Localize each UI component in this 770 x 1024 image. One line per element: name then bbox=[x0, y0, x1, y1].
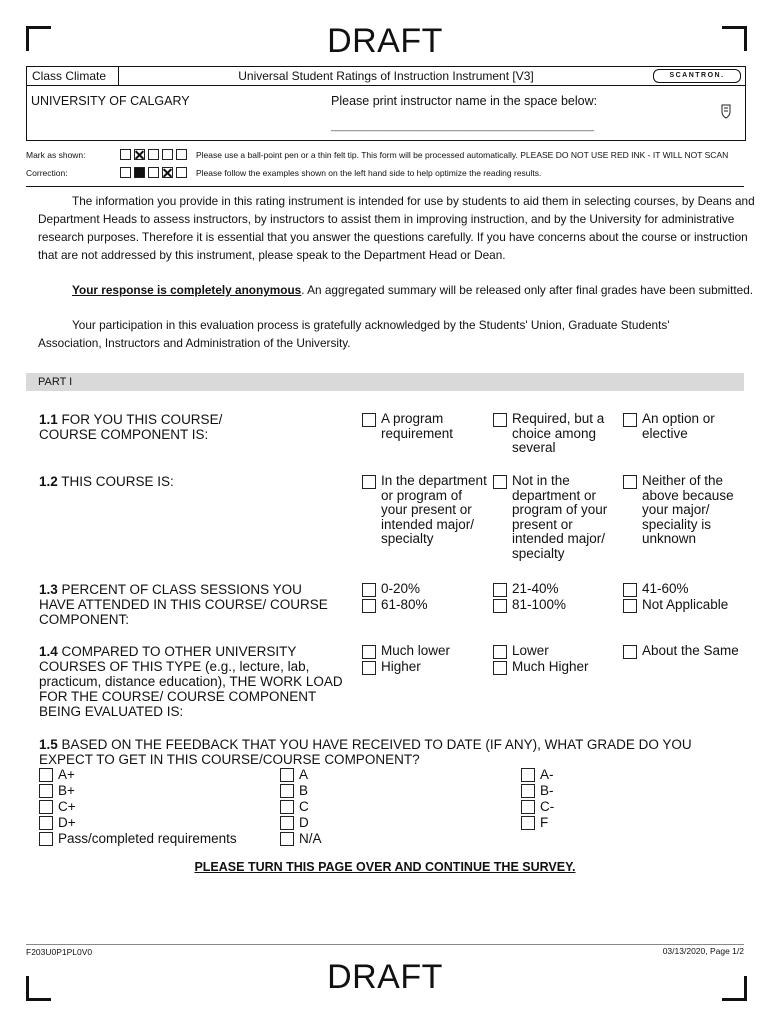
form-code: F203U0P1PL0V0 bbox=[26, 947, 93, 957]
option-label: C- bbox=[540, 799, 555, 814]
option-label: Required, but a choice among several bbox=[512, 411, 605, 455]
q1-4-option-about-same[interactable] bbox=[623, 644, 739, 659]
option-label: C+ bbox=[58, 799, 76, 814]
checkbox[interactable] bbox=[623, 475, 637, 489]
q1-4-option-much-lower[interactable] bbox=[362, 644, 450, 659]
university-name: UNIVERSITY OF CALGARY bbox=[31, 94, 190, 108]
question-text: FOR YOU THIS COURSE/ COURSE COMPONENT IS: bbox=[39, 412, 223, 442]
option-label: Much Higher bbox=[512, 659, 589, 674]
example-empty-box-icon bbox=[176, 167, 187, 178]
anonymity-emphasis: Your response is completely anonymous bbox=[72, 283, 302, 297]
example-filled-box-icon bbox=[134, 167, 145, 178]
checkbox[interactable] bbox=[39, 800, 53, 814]
option-label: A- bbox=[540, 767, 554, 782]
q1-4-option-higher[interactable] bbox=[362, 660, 421, 675]
q1-4-option-lower[interactable] bbox=[493, 644, 549, 659]
grade-option-pass[interactable] bbox=[39, 831, 237, 847]
mark-as-shown-label: Mark as shown: bbox=[26, 150, 86, 160]
q1-4-option-much-higher[interactable] bbox=[493, 660, 589, 675]
option-label: B- bbox=[540, 783, 554, 798]
option-label: 0-20% bbox=[381, 581, 421, 596]
checkbox[interactable] bbox=[39, 784, 53, 798]
q1-3-option-21-40[interactable] bbox=[493, 582, 559, 597]
option-label: A program requirement bbox=[381, 411, 454, 441]
grade-option-na[interactable] bbox=[280, 831, 322, 847]
turn-page-notice: PLEASE TURN THIS PAGE OVER AND CONTINUE THE SURVEY. bbox=[194, 860, 576, 874]
acknowledgement-text: Your participation in this evaluation process is gratefully acknowledged by the Students' Union, Graduate Students' Association, Instructors and Administration of the University. bbox=[38, 318, 670, 350]
crest-icon bbox=[719, 104, 733, 120]
question-1-3 bbox=[39, 582, 329, 627]
example-crossed-box-icon bbox=[162, 167, 173, 178]
correction-label: Correction: bbox=[26, 168, 68, 178]
q1-1-option-1[interactable] bbox=[362, 412, 487, 441]
grade-option-a-plus[interactable] bbox=[39, 767, 75, 783]
question-text: COMPARED TO OTHER UNIVERSITY COURSES OF THIS TYPE (e.g., lecture, lab, practicum, distance education), THE WORK LOAD FOR THE COURSE/ COURSE COMPONENT BEING EVALUATED IS: bbox=[39, 644, 343, 719]
checkbox[interactable] bbox=[493, 661, 507, 675]
correction-note: Please follow the examples shown on the left hand side to help optimize the reading results. bbox=[196, 168, 542, 178]
grade-option-b-plus[interactable] bbox=[39, 783, 75, 799]
checkbox[interactable] bbox=[280, 832, 294, 846]
checkbox[interactable] bbox=[623, 583, 637, 597]
option-label: About the Same bbox=[642, 643, 739, 658]
checkbox[interactable] bbox=[623, 413, 637, 427]
mark-example-boxes bbox=[120, 149, 187, 160]
option-label: 81-100% bbox=[512, 597, 567, 612]
checkbox[interactable] bbox=[280, 784, 294, 798]
grade-option-d-plus[interactable] bbox=[39, 815, 76, 831]
scantron-logo: SCANTRON. bbox=[653, 69, 741, 83]
option-label: Neither of the above because your major/ speciality is unknown bbox=[642, 473, 734, 546]
checkbox[interactable] bbox=[362, 645, 376, 659]
grade-option-c-minus[interactable] bbox=[521, 799, 554, 815]
checkbox[interactable] bbox=[280, 800, 294, 814]
grade-option-d[interactable] bbox=[280, 815, 309, 831]
checkbox[interactable] bbox=[362, 413, 376, 427]
q1-2-option-1[interactable] bbox=[362, 474, 487, 547]
question-number: 1.1 bbox=[39, 412, 58, 427]
checkbox[interactable] bbox=[39, 832, 53, 846]
acknowledgement-paragraph bbox=[38, 316, 688, 352]
example-crossed-box-icon bbox=[134, 149, 145, 160]
instructor-name-line[interactable]: ___________________________________________ bbox=[331, 120, 595, 132]
checkbox[interactable] bbox=[493, 645, 507, 659]
form-title: Universal Student Ratings of Instruction Instrument [V3] bbox=[238, 69, 534, 83]
example-empty-box-icon bbox=[176, 149, 187, 160]
checkbox[interactable] bbox=[362, 661, 376, 675]
instructor-prompt: Please print instructor name in the space below: bbox=[331, 94, 598, 108]
example-empty-box-icon bbox=[162, 149, 173, 160]
example-empty-box-icon bbox=[120, 167, 131, 178]
q1-1-option-2[interactable] bbox=[493, 412, 618, 456]
checkbox[interactable] bbox=[362, 599, 376, 613]
option-label: 41-60% bbox=[642, 581, 689, 596]
draft-watermark-bottom: DRAFT bbox=[327, 958, 443, 996]
question-1-1 bbox=[39, 412, 259, 442]
example-empty-box-icon bbox=[148, 167, 159, 178]
question-text: THIS COURSE IS: bbox=[61, 474, 174, 489]
option-label: A+ bbox=[58, 767, 75, 782]
option-label: Pass/completed requirements bbox=[58, 831, 237, 846]
question-number: 1.5 bbox=[39, 737, 58, 752]
q1-3-option-not-applicable[interactable] bbox=[623, 598, 728, 613]
q1-3-option-81-100[interactable] bbox=[493, 598, 566, 613]
question-text: BASED ON THE FEEDBACK THAT YOU HAVE RECEIVED TO DATE (IF ANY), WHAT GRADE DO YOU EXPECT TO GET IN THIS COURSE/COURSE COMPONENT? bbox=[39, 737, 692, 767]
option-label: F bbox=[540, 815, 549, 830]
q1-2-option-3[interactable] bbox=[623, 474, 748, 547]
question-number: 1.2 bbox=[39, 474, 58, 489]
class-climate-label: Class Climate bbox=[27, 67, 119, 85]
checkbox[interactable] bbox=[362, 475, 376, 489]
grade-option-a-minus[interactable] bbox=[521, 767, 554, 783]
question-1-2 bbox=[39, 474, 339, 489]
option-label: Higher bbox=[381, 659, 421, 674]
option-label: An option or elective bbox=[642, 411, 715, 441]
grade-option-c-plus[interactable] bbox=[39, 799, 76, 815]
draft-watermark-top: DRAFT bbox=[327, 22, 443, 60]
q1-3-option-41-60[interactable] bbox=[623, 582, 689, 597]
question-number: 1.4 bbox=[39, 644, 58, 659]
checkbox[interactable] bbox=[362, 583, 376, 597]
grade-option-a[interactable] bbox=[280, 767, 308, 783]
checkbox[interactable] bbox=[623, 599, 637, 613]
footer-divider bbox=[26, 944, 744, 945]
grade-option-b[interactable] bbox=[280, 783, 308, 799]
anonymity-text: . An aggregated summary will be released only after final grades have been submitted. bbox=[301, 283, 754, 297]
option-label: B+ bbox=[58, 783, 75, 798]
option-label: Much lower bbox=[381, 643, 451, 658]
date-page: 03/13/2020, Page 1/2 bbox=[662, 946, 744, 956]
option-label: D+ bbox=[58, 815, 76, 830]
checkbox[interactable] bbox=[493, 413, 507, 427]
correction-example-boxes bbox=[120, 167, 187, 178]
checkbox[interactable] bbox=[521, 784, 535, 798]
checkbox[interactable] bbox=[39, 768, 53, 782]
question-number: 1.3 bbox=[39, 582, 58, 597]
option-label: In the department or program of your present or intended major/ specialty bbox=[381, 473, 487, 546]
question-1-4 bbox=[39, 644, 349, 719]
grade-option-f[interactable] bbox=[521, 815, 548, 831]
option-label: 21-40% bbox=[512, 581, 559, 596]
checkbox[interactable] bbox=[521, 816, 535, 830]
q1-1-option-3[interactable] bbox=[623, 412, 748, 441]
option-label: A bbox=[299, 767, 309, 782]
option-label: 61-80% bbox=[381, 597, 428, 612]
anonymity-paragraph bbox=[38, 281, 758, 299]
grade-option-b-minus[interactable] bbox=[521, 783, 554, 799]
checkbox[interactable] bbox=[280, 816, 294, 830]
grade-option-c[interactable] bbox=[280, 799, 309, 815]
question-1-5 bbox=[39, 737, 729, 767]
question-text: PERCENT OF CLASS SESSIONS YOU HAVE ATTENDED IN THIS COURSE/ COURSE COMPONENT: bbox=[39, 582, 328, 627]
checkbox[interactable] bbox=[623, 645, 637, 659]
checkbox[interactable] bbox=[280, 768, 294, 782]
option-label: C bbox=[299, 799, 309, 814]
q1-3-option-61-80[interactable] bbox=[362, 598, 428, 613]
option-label: N/A bbox=[299, 831, 322, 846]
form-header bbox=[26, 66, 746, 141]
example-empty-box-icon bbox=[120, 149, 131, 160]
checkbox[interactable] bbox=[493, 599, 507, 613]
q1-2-option-2[interactable] bbox=[493, 474, 618, 561]
option-label: Not in the department or program of your present or intended major/ specialty bbox=[512, 473, 608, 561]
option-label: B bbox=[299, 783, 309, 798]
checkbox[interactable] bbox=[521, 768, 535, 782]
q1-3-option-0-20[interactable] bbox=[362, 582, 420, 597]
part-heading: PART I bbox=[26, 373, 744, 391]
option-label: D bbox=[299, 815, 309, 830]
checkbox[interactable] bbox=[39, 816, 53, 830]
example-empty-box-icon bbox=[148, 149, 159, 160]
divider bbox=[26, 186, 744, 187]
intro-text: The information you provide in this rating instrument is intended for use by students to aid them in selecting courses, by Deans and Department Heads to assess instructors, by instructors to assist them in improving instruction, and by the University for administrative research purposes. Therefore it is essential that you answer the questions carefully. If you have concerns about the course or instruction that are not addressed by this instrument, please speak to the Department Head or Dean. bbox=[38, 194, 755, 262]
checkbox[interactable] bbox=[521, 800, 535, 814]
option-label: Lower bbox=[512, 643, 549, 658]
intro-paragraph bbox=[38, 192, 758, 264]
checkbox[interactable] bbox=[493, 475, 507, 489]
checkbox[interactable] bbox=[493, 583, 507, 597]
mark-as-shown-note: Please use a ball-point pen or a thin felt tip. This form will be processed automatically. PLEASE DO NOT USE RED INK - IT WILL NOT SCAN bbox=[196, 150, 729, 160]
option-label: Not Applicable bbox=[642, 597, 729, 612]
